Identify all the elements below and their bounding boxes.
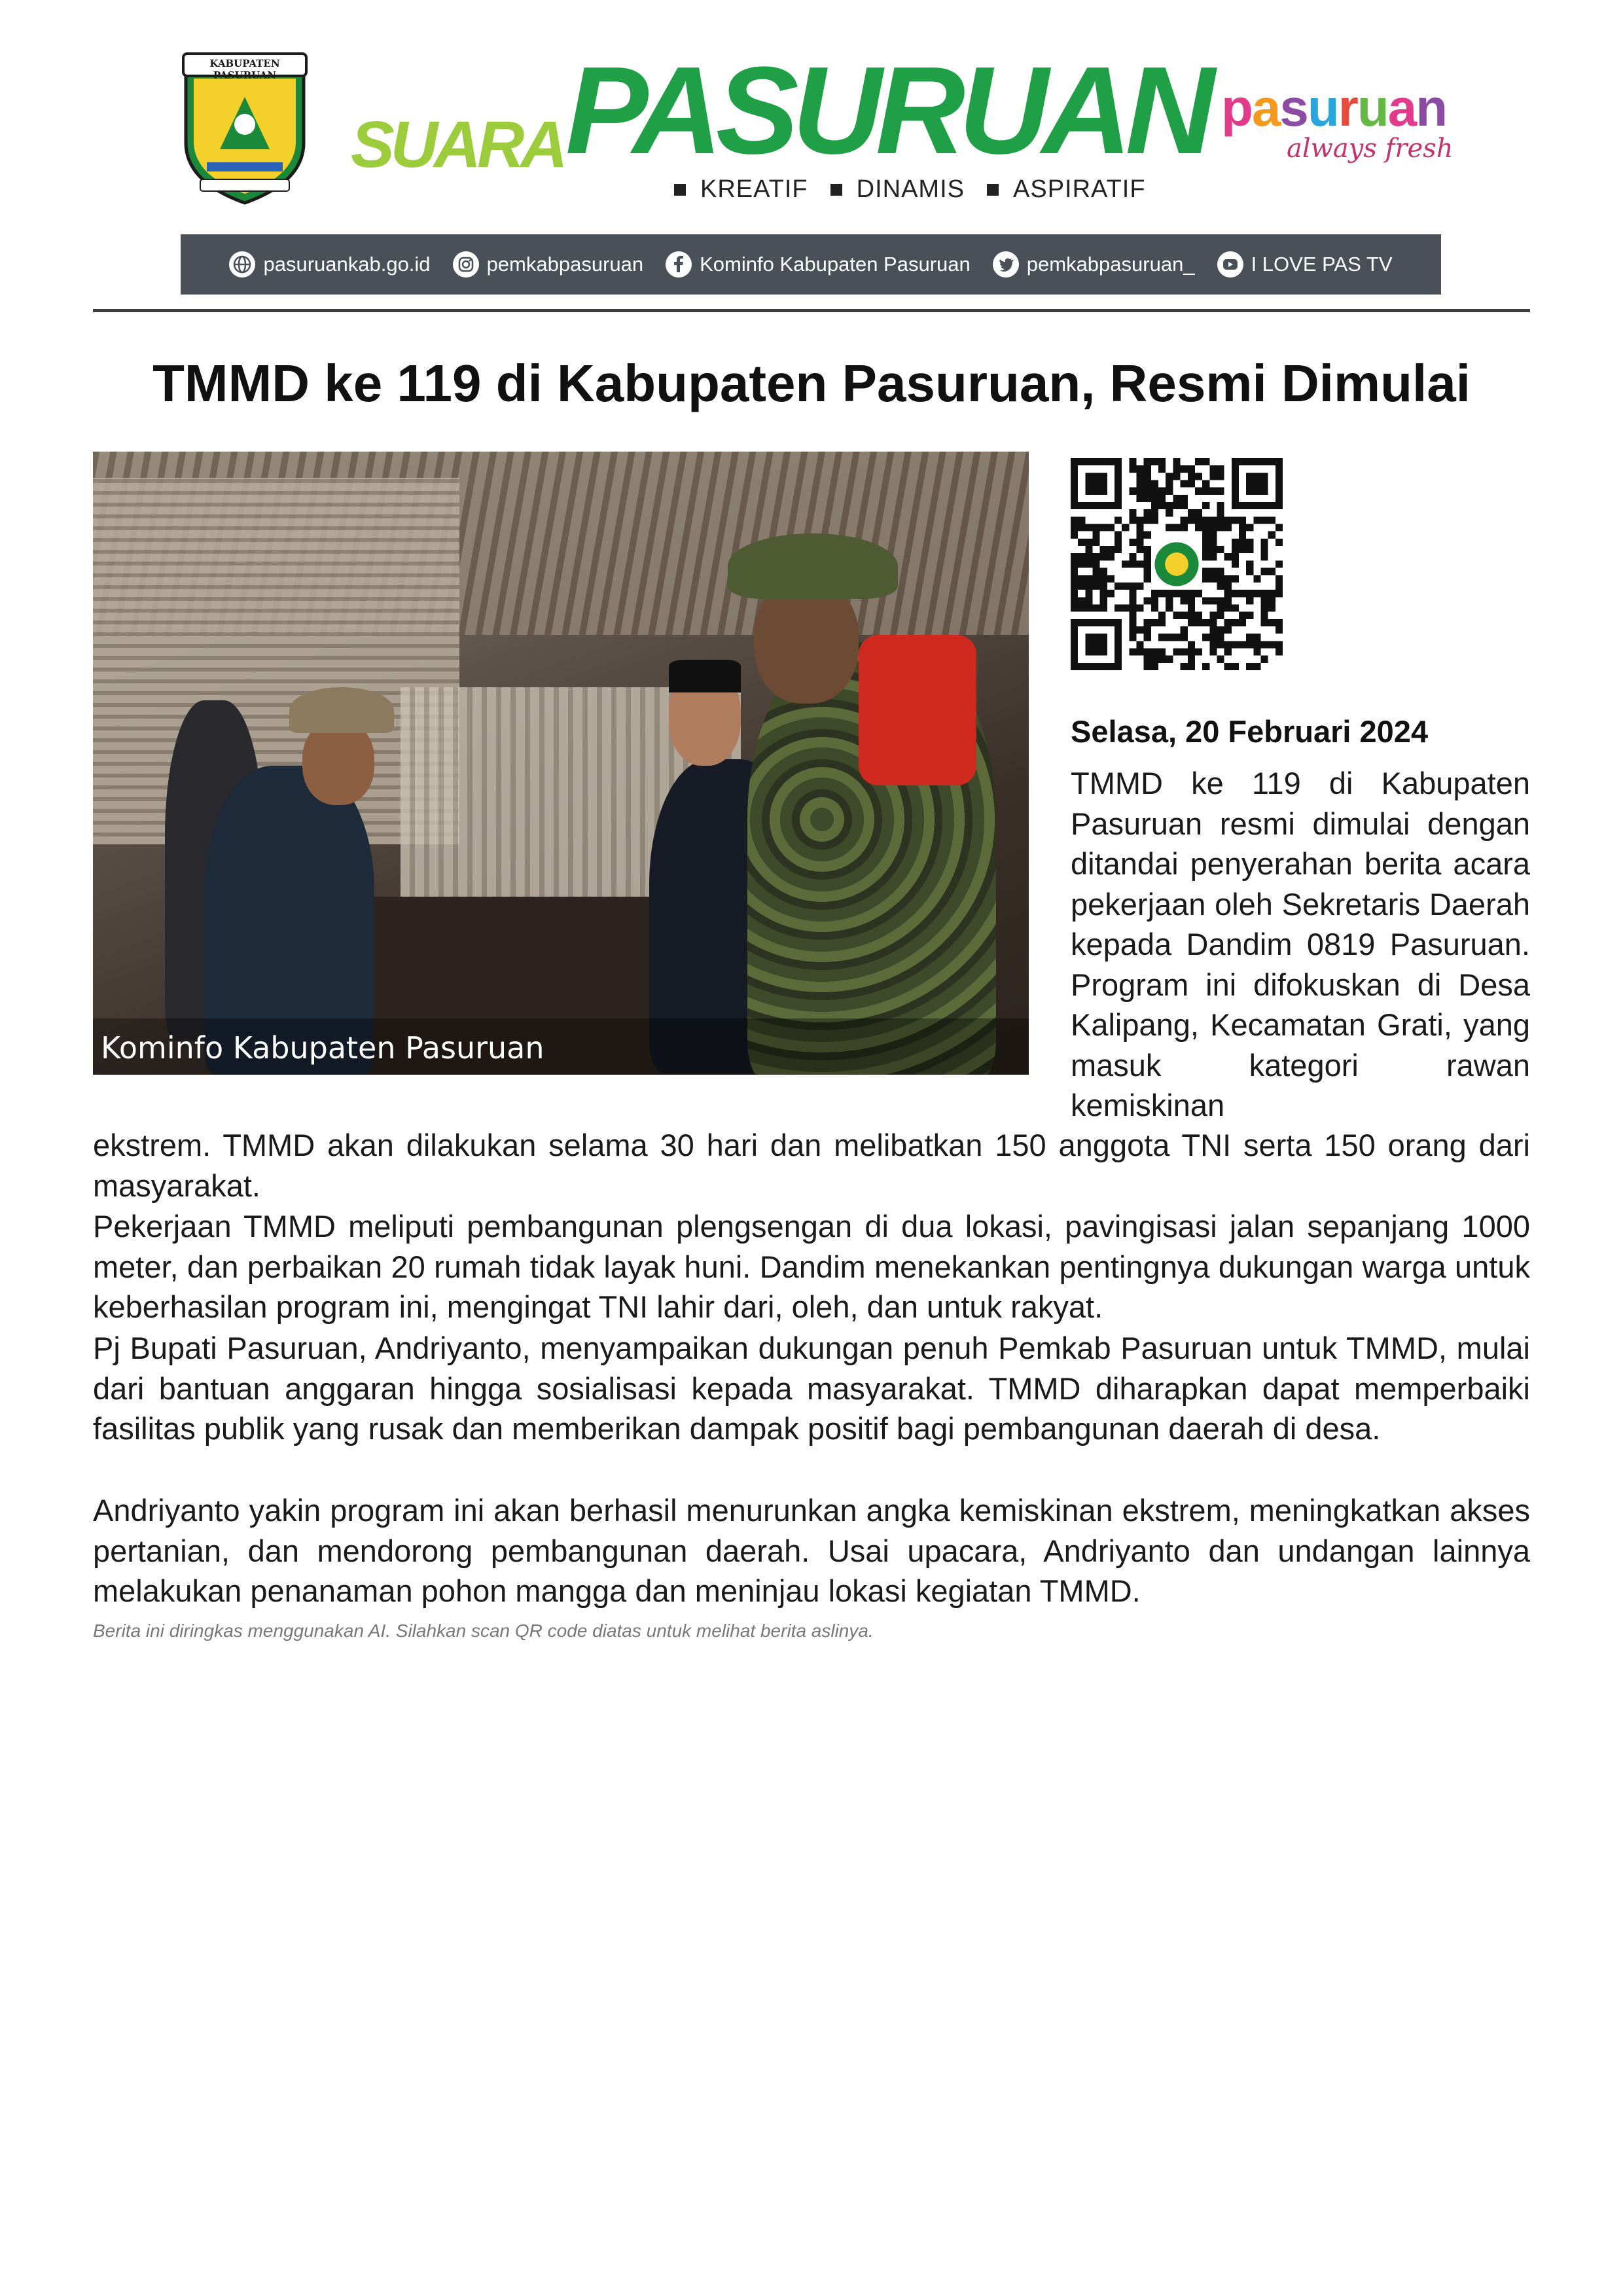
brand-letter: r [1338, 79, 1357, 137]
article-paragraph-1-lead: TMMD ke 119 di Kabupaten Pasuruan resmi dimulai dengan ditandai penyerahan berita acara pekerjaan oleh Sekretaris Daerah kepada Dandim 0819 Pasuruan. Program ini difokuskan di Desa Kalipang, Kecamatan Grati, yang masuk kategori rawan kemiskinan [1071, 766, 1530, 1122]
masthead-logo [347, 41, 1209, 206]
article-paragraph-3: Pj Bupati Pasuruan, Andriyanto, menyampaikan dukungan penuh Pemkab Pasuruan untuk TMMD, mulai dari bantuan anggaran hingga sosialisasi kepada masyarakat. TMMD diharapkan dapat memperbaiki fasilitas publik yang rusak dan memberikan dampak positif bagi pembangunan daerah di desa. [93, 1331, 1530, 1446]
article-paragraph-2: Pekerjaan TMMD meliputi pembangunan plengsengan di dua lokasi, pavingisasi jalan sepanjang 1000 meter, dan perbaikan 20 rumah tidak layak huni. Dandim menekankan pentingnya dukungan warga untuk keberhasilan program ini, mengingat TNI lahir dari, oleh, dan untuk rakyat. [93, 1209, 1530, 1324]
social-instagram-link[interactable] [453, 251, 644, 278]
ai-disclaimer: Berita ini diringkas menggunakan AI. Silahkan scan QR code diatas untuk melihat berita aslinya. [93, 1621, 874, 1641]
brand-letter: u [1357, 79, 1388, 137]
brand-letter: s [1279, 79, 1308, 137]
photo-caption: Kominfo Kabupaten Pasuruan [101, 1030, 544, 1066]
header-divider [93, 309, 1530, 312]
kabupaten-crest-logo [181, 51, 309, 206]
brand-letter: n [1416, 79, 1447, 137]
brand-letter: p [1221, 79, 1252, 137]
social-twitter-link[interactable] [993, 251, 1195, 278]
brand-slogan: always fresh [1287, 134, 1454, 164]
social-links-bar [181, 234, 1441, 295]
tagline-kreatif: KREATIF [674, 175, 808, 204]
youtube-icon [1217, 251, 1243, 278]
instagram-icon [453, 251, 479, 278]
brand-letter: a [1251, 79, 1280, 137]
social-twitter-label: pemkabpasuruan_ [1026, 253, 1195, 276]
crest-text: KABUPATEN PASURUAN [209, 58, 280, 81]
social-facebook-label: Kominfo Kabupaten Pasuruan [700, 253, 971, 276]
qr-code[interactable] [1071, 458, 1283, 670]
tagline-dinamis: DINAMIS [830, 175, 965, 204]
brand-word [1221, 79, 1446, 137]
masthead-suara: SUARA [351, 108, 564, 181]
twitter-icon [993, 251, 1019, 278]
article-title: TMMD ke 119 di Kabupaten Pasuruan, Resmi Dimulai [152, 354, 1471, 412]
facebook-icon [666, 251, 692, 278]
masthead-pasuruan: PASURUAN [565, 41, 1209, 180]
social-website-label: pasuruankab.go.id [263, 253, 431, 276]
article-photo [93, 452, 1029, 1075]
masthead-taglines [674, 175, 1146, 204]
social-youtube-link[interactable] [1217, 251, 1393, 278]
social-facebook-link[interactable] [666, 251, 971, 278]
brand-letter: a [1387, 79, 1416, 137]
article-paragraph-1-continued: ekstrem. TMMD akan dilakukan selama 30 hari dan melibatkan 150 anggota TNI serta 150 orang dari masyarakat. [93, 1128, 1530, 1203]
pasuruan-brand-logo [1221, 79, 1457, 177]
social-instagram-label: pemkabpasuruan [486, 253, 644, 276]
social-youtube-label: I LOVE PAS TV [1251, 253, 1393, 276]
brand-letter: u [1307, 79, 1338, 137]
globe-icon [229, 251, 255, 278]
article-paragraph-4: Andriyanto yakin program ini akan berhasil menurunkan angka kemiskinan ekstrem, meningkatkan akses pertanian, dan mendorong pembangunan daerah. Usai upacara, Andriyanto dan undangan lainnya melakukan penanaman pohon mangga dan meninjau lokasi kegiatan TMMD. [93, 1493, 1530, 1608]
article-date: Selasa, 20 Februari 2024 [1071, 714, 1429, 749]
social-website-link[interactable] [229, 251, 430, 278]
tagline-aspiratif: ASPIRATIF [987, 175, 1146, 204]
